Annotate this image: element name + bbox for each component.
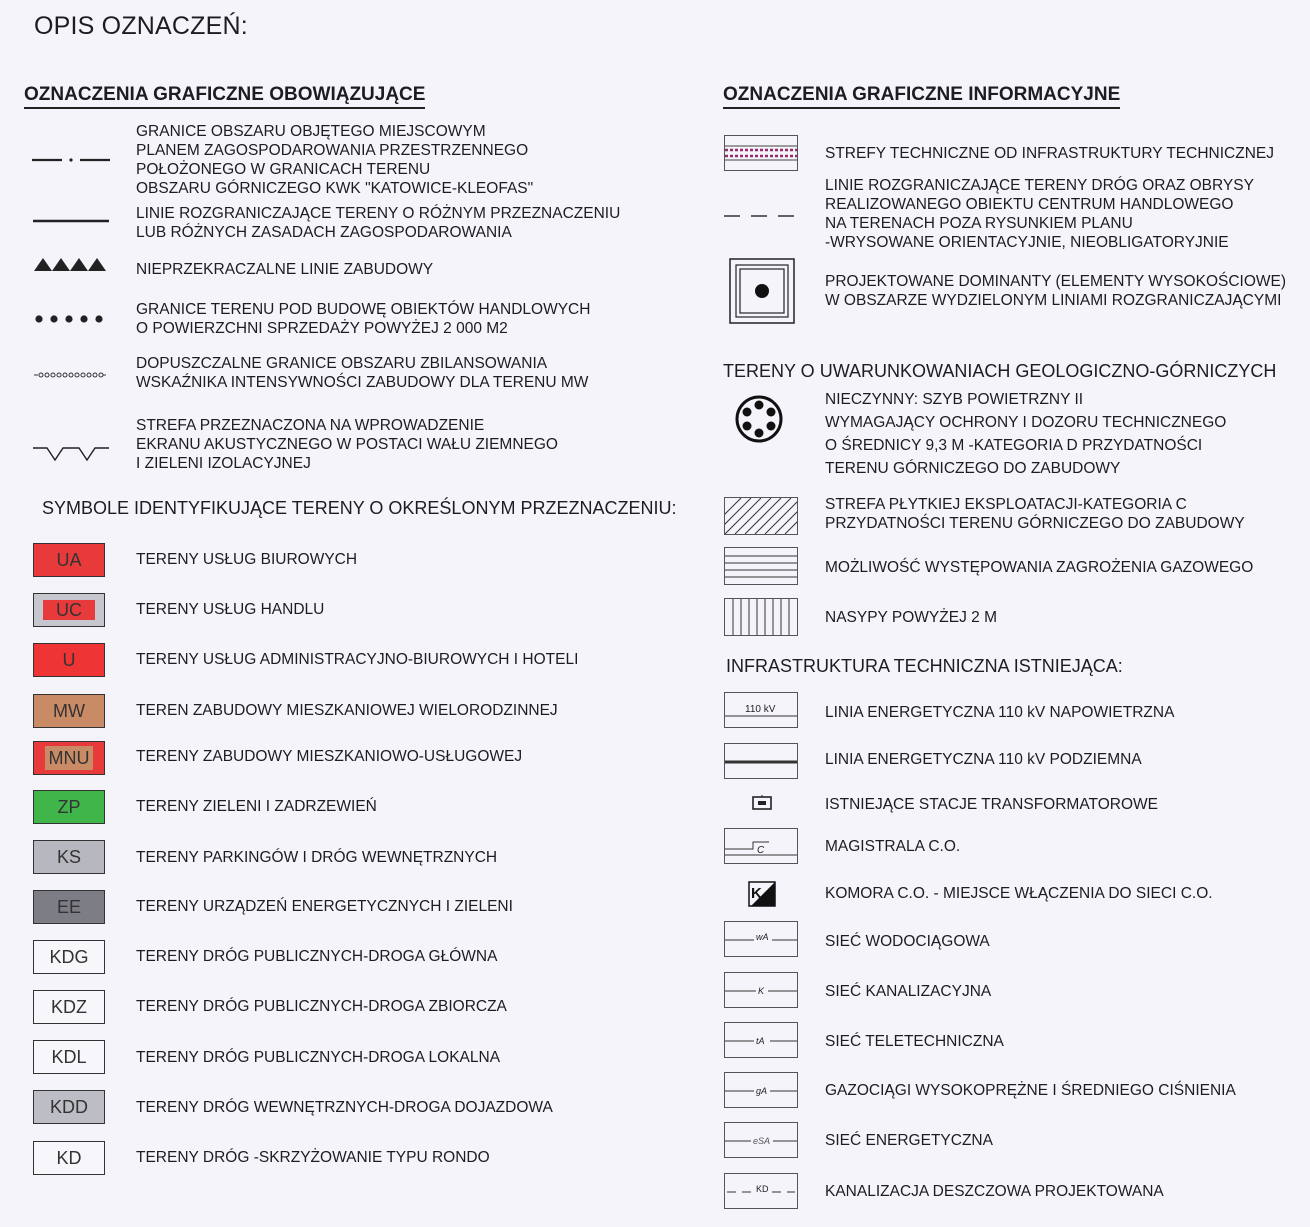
infra-label-power-network: SIEĆ ENERGETYCZNA xyxy=(825,1132,993,1149)
svg-text:eSA: eSA xyxy=(753,1136,771,1146)
sewer-network-symbol xyxy=(724,972,798,1008)
overhead-line-symbol xyxy=(724,692,798,728)
badge-ks: KS xyxy=(33,840,105,874)
svg-text:KD: KD xyxy=(756,1184,769,1194)
legend-item-air-shaft: NIECZYNNY: SZYB POWIETRZNY II WYMAGAJĄCY OCHRONY I DOZORU TECHNICZNEGO O ŚREDNICY 9,3 M -KATEGORIA D PRZYDATNOŚCI TERENU GÓRNICZEGO DO ZABUDOWY xyxy=(825,391,1227,477)
symbol-label-kdg: TERENY DRÓG PUBLICZNYCH-DROGA GŁÓWNA xyxy=(136,948,498,965)
symbol-label-ks: TERENY PARKINGÓW I DRÓG WEWNĘTRZNYCH xyxy=(136,849,498,866)
svg-text:tA: tA xyxy=(756,1036,765,1046)
water-network-symbol xyxy=(724,921,798,957)
transformer-station-icon xyxy=(752,795,772,811)
power-network-symbol xyxy=(724,1122,798,1158)
infra-label-transformer: ISTNIEJĄCE STACJE TRANSFORMATOROWE xyxy=(825,796,1158,813)
svg-text:K: K xyxy=(751,885,762,902)
storm-sewer-symbol xyxy=(724,1173,798,1209)
telecom-network-symbol xyxy=(724,1022,798,1058)
infra-label-overhead-line: LINIA ENERGETYCZNA 110 kV NAPOWIETRZNA xyxy=(825,704,1175,721)
legend-item-building-lines: NIEPRZEKRACZALNE LINIE ZABUDOWY xyxy=(136,261,434,278)
infra-label-gas-pipeline: GAZOCIĄGI WYSOKOPRĘŻNE I ŚREDNIEGO CIŚNIENIA xyxy=(825,1082,1236,1099)
badge-zp: ZP xyxy=(33,790,105,824)
infra-label-telecom-network: SIEĆ TELETECHNICZNA xyxy=(825,1033,1004,1050)
legend-item-gas-hazard: MOŻLIWOŚĆ WYSTĘPOWANIA ZAGROŻENIA GAZOWEGO xyxy=(825,559,1254,576)
infra-label-heating-main: MAGISTRALA C.O. xyxy=(825,838,961,855)
symbols-title: SYMBOLE IDENTYFIKUJĄCE TERENY O OKREŚLONYM PRZEZNACZENIU: xyxy=(42,498,677,518)
symbol-label-kdd: TERENY DRÓG WEWNĘTRZNYCH-DROGA DOJAZDOWA xyxy=(136,1099,553,1116)
badge-kdl: KDL xyxy=(33,1040,105,1074)
infra-label-heating-chamber: KOMORA C.O. - MIEJSCE WŁĄCZENIA DO SIECI C.O. xyxy=(825,885,1213,902)
badge-uc: UC xyxy=(33,593,105,627)
infra-label-storm-sewer: KANALIZACJA DESZCZOWA PROJEKTOWANA xyxy=(825,1183,1164,1200)
badge-ua: UA xyxy=(33,543,105,577)
solid-line-symbol xyxy=(33,218,111,224)
infra-label-water-network: SIEĆ WODOCIĄGOWA xyxy=(825,933,990,950)
heating-chamber-icon xyxy=(748,881,776,907)
air-shaft-symbol xyxy=(734,394,784,444)
infra-title: INFRASTRUKTURA TECHNICZNA ISTNIEJĄCA: xyxy=(726,656,1123,676)
heating-main-symbol xyxy=(724,828,798,864)
symbol-label-uc: TERENY USŁUG HANDLU xyxy=(136,601,325,618)
badge-u: U xyxy=(33,643,105,677)
legend-item-intensity-balance: DOPUSZCZALNE GRANICE OBSZARU ZBILANSOWANIA WSKAŹNIKA INTENSYWNOŚCI ZABUDOWY DLA TERENU MW xyxy=(136,355,589,391)
legend-item-dominants: PROJEKTOWANE DOMINANTY (ELEMENTY WYSOKOŚCIOWE) W OBSZARZE WYDZIELONYM LINIAMI ROZGRANICZAJĄCYMI xyxy=(825,273,1287,309)
legend-item-commercial-boundary: GRANICE TERENU POD BUDOWĘ OBIEKTÓW HANDLOWYCH O POWIERZCHNI SPRZEDAŻY POWYŻEJ 2 000 M2 xyxy=(136,301,591,337)
building-line-triangles-symbol xyxy=(34,256,106,272)
symbol-label-ee: TERENY URZĄDZEŃ ENERGETYCZNYCH I ZIELENI xyxy=(136,898,513,915)
shallow-mining-hatch-symbol xyxy=(724,497,798,535)
svg-text:wA: wA xyxy=(756,932,769,942)
badge-kdg: KDG xyxy=(33,940,105,974)
legend-item-dividing-lines: LINIE ROZGRANICZAJĄCE TERENY O RÓŻNYM PRZEZNACZENIU LUB RÓŻNYCH ZASADACH ZAGOSPODAROWANIA xyxy=(136,205,621,241)
legend-item-technical-zones: STREFY TECHNICZNE OD INFRASTRUKTURY TECHNICZNEJ xyxy=(825,145,1274,162)
page-title: OPIS OZNACZEŃ: xyxy=(34,12,248,40)
legend-item-road-outlines: LINIE ROZGRANICZAJĄCE TERENY DRÓG ORAZ OBRYSY REALIZOWANEGO OBIEKTU CENTRUM HANDLOWEGO NA TERENACH POZA RYSUNKIEM PLANU -WRYSOWANE ORIENTACYJNIE, NIEOBLIGATORYJNIE xyxy=(825,177,1254,251)
legend-item-acoustic-wall: STREFA PRZEZNACZONA NA WPROWADZENIE EKRANU AKUSTYCZNEGO W POSTACI WAŁU ZIEMNEGO I ZIELENI IZOLACYJNEJ xyxy=(136,417,558,472)
badge-mw: MW xyxy=(33,694,105,728)
section-title-informative: OZNACZENIA GRAFICZNE INFORMACYJNE xyxy=(723,84,1120,109)
technical-zone-symbol xyxy=(724,135,798,171)
badge-kdz: KDZ xyxy=(33,990,105,1024)
underground-line-symbol xyxy=(724,743,798,779)
badge-mnu: MNU xyxy=(33,741,105,775)
gas-pipeline-symbol xyxy=(724,1072,798,1108)
svg-text:C: C xyxy=(757,845,765,856)
section-title-obligatory: OZNACZENIA GRAFICZNE OBOWIĄZUJĄCE xyxy=(24,84,425,109)
balance-area-circles-symbol xyxy=(34,371,106,379)
legend-item-shallow-mining: STREFA PŁYTKIEJ EKSPLOATACJI-KATEGORIA C PRZYDATNOŚCI TERENU GÓRNICZEGO DO ZABUDOWY xyxy=(825,496,1245,532)
symbol-label-mnu: TERENY ZABUDOWY MIESZKANIOWO-USŁUGOWEJ xyxy=(136,748,523,765)
infra-label-underground-line: LINIA ENERGETYCZNA 110 kV PODZIEMNA xyxy=(825,751,1142,768)
symbol-label-kdl: TERENY DRÓG PUBLICZNYCH-DROGA LOKALNA xyxy=(136,1049,501,1066)
svg-text:gA: gA xyxy=(756,1086,768,1096)
symbol-label-kd: TERENY DRÓG -SKRZYŻOWANIE TYPU RONDO xyxy=(136,1149,490,1166)
boundary-dash-dot-symbol xyxy=(32,155,110,165)
symbol-label-ua: TERENY USŁUG BIUROWYCH xyxy=(136,551,358,568)
symbol-label-mw: TEREN ZABUDOWY MIESZKANIOWEJ WIELORODZINNEJ xyxy=(136,702,558,719)
dominant-element-symbol xyxy=(729,258,795,324)
symbol-label-u: TERENY USŁUG ADMINISTRACYJNO-BIUROWYCH I HOTELI xyxy=(136,651,579,668)
gas-hazard-symbol xyxy=(724,547,798,585)
badge-kd: KD xyxy=(33,1141,105,1175)
geo-title: TERENY O UWARUNKOWANIACH GEOLOGICZNO-GÓRNICZYCH xyxy=(723,361,1277,381)
embankment-symbol xyxy=(724,598,798,636)
infra-label-sewer-network: SIEĆ KANALIZACYJNA xyxy=(825,983,992,1000)
legend-item-plan-boundary: GRANICE OBSZARU OBJĘTEGO MIEJSCOWYM PLANEM ZAGOSPODAROWANIA PRZESTRZENNEGO POŁOŻONEGO W GRANICACH TERENU OBSZARU GÓRNICZEGO KWK "KATOWICE-KLEOFAS" xyxy=(136,123,534,197)
dashed-road-line-symbol xyxy=(724,212,800,220)
svg-text:K: K xyxy=(758,986,765,996)
badge-kdd: KDD xyxy=(33,1090,105,1124)
commercial-boundary-dots-symbol xyxy=(34,313,104,325)
symbol-label-zp: TERENY ZIELENI I ZADRZEWIEŃ xyxy=(136,798,377,815)
svg-text:110 kV: 110 kV xyxy=(745,704,776,715)
badge-ee: EE xyxy=(33,890,105,924)
legend-item-embankments: NASYPY POWYŻEJ 2 M xyxy=(825,609,997,626)
symbol-label-kdz: TERENY DRÓG PUBLICZNYCH-DROGA ZBIORCZA xyxy=(136,998,507,1015)
acoustic-wall-symbol xyxy=(33,442,109,464)
